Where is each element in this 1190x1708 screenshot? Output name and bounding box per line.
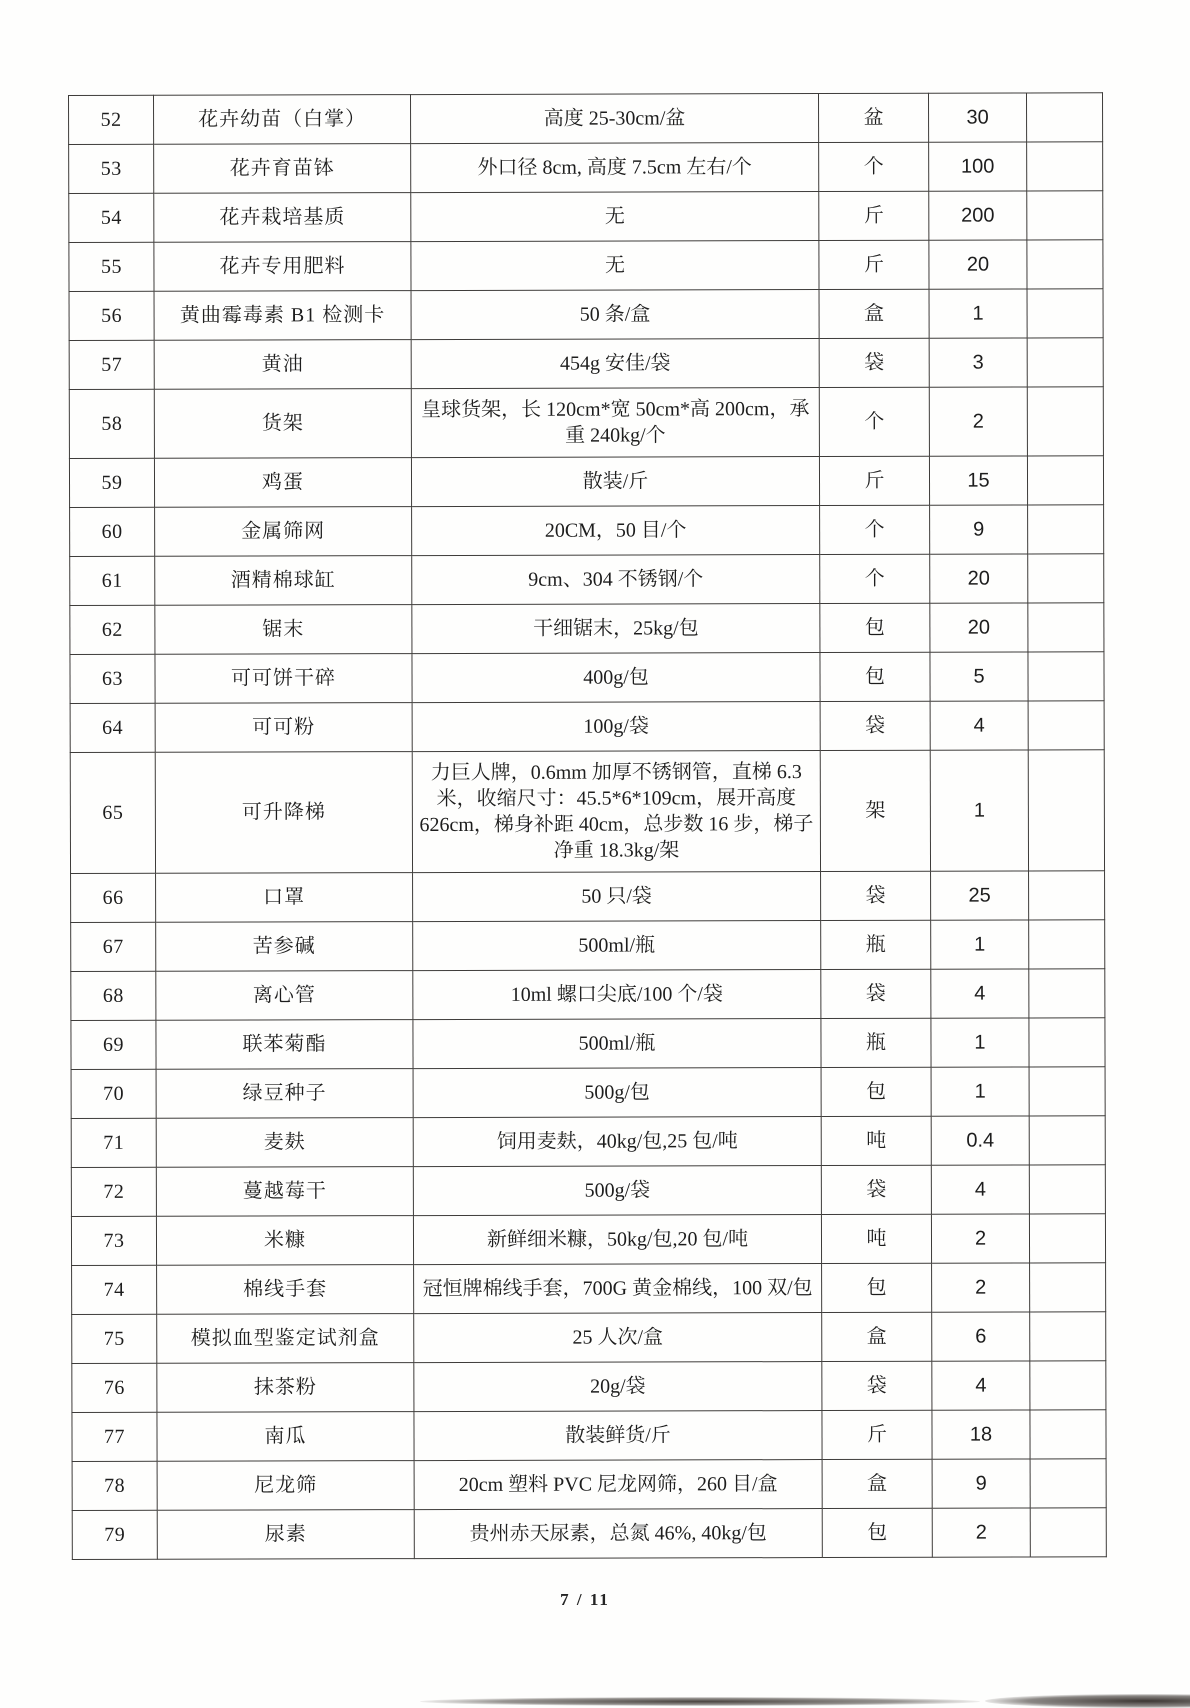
qty-cell: 5 xyxy=(930,652,1028,701)
empty-cell xyxy=(1028,701,1104,750)
empty-cell xyxy=(1027,142,1103,191)
empty-cell xyxy=(1029,969,1105,1018)
item-name-cell: 黄曲霉毒素 B1 检测卡 xyxy=(154,291,411,341)
table-row xyxy=(72,1410,1106,1462)
item-name-cell: 鸡蛋 xyxy=(154,458,411,508)
unit-cell: 吨 xyxy=(821,1116,931,1165)
qty-cell: 2 xyxy=(931,1214,1029,1263)
row-index-cell: 64 xyxy=(70,703,155,752)
item-name-cell: 可可粉 xyxy=(155,703,412,753)
row-index-cell: 54 xyxy=(69,193,154,242)
unit-cell: 个 xyxy=(819,387,929,456)
qty-cell: 25 xyxy=(931,871,1029,920)
table-row xyxy=(69,191,1103,243)
item-name-cell: 离心管 xyxy=(156,971,413,1021)
unit-cell: 袋 xyxy=(821,871,931,920)
unit-cell: 斤 xyxy=(819,240,929,289)
empty-cell xyxy=(1028,505,1104,554)
qty-cell: 18 xyxy=(932,1410,1030,1459)
item-name-cell: 米糠 xyxy=(156,1216,413,1266)
table-row xyxy=(69,142,1103,194)
unit-cell: 袋 xyxy=(822,1361,932,1410)
table-row xyxy=(69,387,1103,459)
table-row xyxy=(71,920,1105,972)
qty-cell: 6 xyxy=(932,1312,1030,1361)
unit-cell: 个 xyxy=(820,505,930,554)
row-index-cell: 75 xyxy=(72,1314,157,1363)
item-name-cell: 黄油 xyxy=(154,340,411,390)
table-row xyxy=(70,652,1104,704)
item-name-cell: 酒精棉球缸 xyxy=(155,556,412,606)
empty-cell xyxy=(1027,289,1103,338)
item-name-cell: 尼龙筛 xyxy=(157,1461,414,1511)
table-row xyxy=(72,1361,1106,1413)
row-index-cell: 56 xyxy=(69,291,154,340)
spec-cell: 50 只/袋 xyxy=(413,872,821,922)
unit-cell: 包 xyxy=(820,652,930,701)
row-index-cell: 57 xyxy=(69,340,154,389)
item-name-cell: 蔓越莓干 xyxy=(156,1167,413,1217)
item-name-cell: 花卉栽培基质 xyxy=(154,193,411,243)
row-index-cell: 63 xyxy=(70,654,155,703)
item-name-cell: 绿豆种子 xyxy=(156,1069,413,1119)
spec-cell: 20cm 塑料 PVC 尼龙网筛，260 目/盒 xyxy=(414,1460,822,1510)
spec-cell: 皇球货架，长 120cm*宽 50cm*高 200cm，承重 240kg/个 xyxy=(411,388,819,458)
spec-cell: 饲用麦麸，40kg/包,25 包/吨 xyxy=(413,1117,821,1167)
qty-cell: 1 xyxy=(931,920,1029,969)
row-index-cell: 65 xyxy=(70,752,155,873)
empty-cell xyxy=(1028,554,1104,603)
item-name-cell: 花卉幼苗（白掌） xyxy=(154,95,411,145)
empty-cell xyxy=(1030,1312,1106,1361)
row-index-cell: 78 xyxy=(72,1461,157,1510)
row-index-cell: 71 xyxy=(71,1118,156,1167)
row-index-cell: 59 xyxy=(69,458,154,507)
empty-cell xyxy=(1028,750,1104,871)
spec-cell: 干细锯末，25kg/包 xyxy=(412,604,820,654)
spec-cell: 500g/包 xyxy=(413,1068,821,1118)
spec-cell: 20CM，50 目/个 xyxy=(412,506,820,556)
row-index-cell: 53 xyxy=(69,144,154,193)
item-name-cell: 棉线手套 xyxy=(157,1265,414,1315)
spec-cell: 新鲜细米糠，50kg/包,20 包/吨 xyxy=(413,1215,821,1265)
empty-cell xyxy=(1027,387,1103,456)
table-row xyxy=(71,871,1105,923)
item-name-cell: 南瓜 xyxy=(157,1412,414,1462)
empty-cell xyxy=(1030,1263,1106,1312)
row-index-cell: 70 xyxy=(71,1069,156,1118)
unit-cell: 个 xyxy=(819,142,929,191)
row-index-cell: 67 xyxy=(71,922,156,971)
row-index-cell: 55 xyxy=(69,242,154,291)
table-row xyxy=(72,1459,1106,1511)
table-row xyxy=(72,1508,1106,1560)
row-index-cell: 62 xyxy=(70,605,155,654)
item-name-cell: 抹茶粉 xyxy=(157,1363,414,1413)
table-row xyxy=(72,1263,1106,1315)
empty-cell xyxy=(1029,1214,1105,1263)
unit-cell: 瓶 xyxy=(821,1018,931,1067)
spec-cell: 9cm、304 不锈钢/个 xyxy=(412,555,820,605)
qty-cell: 2 xyxy=(932,1263,1030,1312)
spec-cell: 散装鲜货/斤 xyxy=(414,1411,822,1461)
item-name-cell: 可升降梯 xyxy=(155,752,412,874)
page-number: 7 / 11 xyxy=(560,1590,610,1609)
qty-cell: 1 xyxy=(929,289,1027,338)
table-row xyxy=(69,93,1103,145)
table-row xyxy=(70,603,1104,655)
qty-cell: 30 xyxy=(928,93,1026,142)
spec-cell: 25 人次/盒 xyxy=(414,1313,822,1363)
qty-cell: 15 xyxy=(929,456,1027,505)
qty-cell: 0.4 xyxy=(931,1116,1029,1165)
empty-cell xyxy=(1030,1361,1106,1410)
qty-cell: 100 xyxy=(929,142,1027,191)
unit-cell: 袋 xyxy=(820,701,930,750)
row-index-cell: 74 xyxy=(72,1265,157,1314)
unit-cell: 包 xyxy=(822,1508,932,1557)
table-row xyxy=(71,1067,1105,1119)
qty-cell: 1 xyxy=(931,1067,1029,1116)
qty-cell: 4 xyxy=(930,701,1028,750)
item-name-cell: 尿素 xyxy=(157,1510,414,1560)
qty-cell: 2 xyxy=(932,1508,1030,1557)
empty-cell xyxy=(1029,871,1105,920)
spec-cell: 10ml 螺口尖底/100 个/袋 xyxy=(413,970,821,1020)
table-row xyxy=(69,240,1103,292)
row-index-cell: 68 xyxy=(71,971,156,1020)
unit-cell: 个 xyxy=(820,554,930,603)
unit-cell: 包 xyxy=(822,1263,932,1312)
spec-cell: 外口径 8cm, 高度 7.5cm 左右/个 xyxy=(411,143,819,193)
scan-shadow-artifact xyxy=(985,1694,1190,1708)
item-name-cell: 模拟血型鉴定试剂盒 xyxy=(157,1314,414,1364)
spec-cell: 高度 25-30cm/盆 xyxy=(411,94,819,144)
empty-cell xyxy=(1028,603,1104,652)
table-row xyxy=(70,554,1104,606)
unit-cell: 袋 xyxy=(821,1165,931,1214)
table-row xyxy=(71,1018,1105,1070)
table-row xyxy=(69,456,1103,508)
unit-cell: 斤 xyxy=(819,191,929,240)
empty-cell xyxy=(1030,1410,1106,1459)
unit-cell: 瓶 xyxy=(821,920,931,969)
item-name-cell: 联苯菊酯 xyxy=(156,1020,413,1070)
unit-cell: 盒 xyxy=(819,289,929,338)
item-name-cell: 金属筛网 xyxy=(155,507,412,557)
row-index-cell: 72 xyxy=(71,1167,156,1216)
spec-cell: 冠恒牌棉线手套，700G 黄金棉线，100 双/包 xyxy=(414,1264,822,1314)
qty-cell: 20 xyxy=(930,554,1028,603)
row-index-cell: 66 xyxy=(71,873,156,922)
unit-cell: 包 xyxy=(821,1067,931,1116)
supply-list-table xyxy=(68,92,1107,1560)
table-row xyxy=(72,1312,1106,1364)
row-index-cell: 69 xyxy=(71,1020,156,1069)
empty-cell xyxy=(1029,920,1105,969)
spec-cell: 无 xyxy=(411,241,819,291)
table-row xyxy=(70,701,1104,753)
spec-cell: 贵州赤天尿素，总氮 46%, 40kg/包 xyxy=(414,1509,822,1559)
spec-cell: 500ml/瓶 xyxy=(413,921,821,971)
empty-cell xyxy=(1029,1067,1105,1116)
unit-cell: 架 xyxy=(820,750,930,871)
item-name-cell: 可可饼干碎 xyxy=(155,654,412,704)
unit-cell: 盒 xyxy=(822,1312,932,1361)
spec-cell: 无 xyxy=(411,192,819,242)
spec-cell: 500g/袋 xyxy=(413,1166,821,1216)
table-row xyxy=(69,289,1103,341)
unit-cell: 盒 xyxy=(822,1459,932,1508)
unit-cell: 袋 xyxy=(819,338,929,387)
row-index-cell: 52 xyxy=(69,95,154,144)
spec-cell: 力巨人牌，0.6mm 加厚不锈钢管，直梯 6.3 米，收缩尺寸：45.5*6*109cm，展开高度 626cm，梯身补距 40cm，总步数 16 步，梯子净重 18.3kg/架 xyxy=(412,751,820,873)
qty-cell: 1 xyxy=(931,1018,1029,1067)
row-index-cell: 79 xyxy=(72,1510,157,1559)
row-index-cell: 73 xyxy=(71,1216,156,1265)
empty-cell xyxy=(1029,1165,1105,1214)
spec-cell: 20g/袋 xyxy=(414,1362,822,1412)
qty-cell: 4 xyxy=(931,1165,1029,1214)
qty-cell: 3 xyxy=(929,338,1027,387)
empty-cell xyxy=(1026,93,1102,142)
qty-cell: 4 xyxy=(932,1361,1030,1410)
item-name-cell: 花卉育苗钵 xyxy=(154,144,411,194)
qty-cell: 200 xyxy=(929,191,1027,240)
unit-cell: 包 xyxy=(820,603,930,652)
unit-cell: 盆 xyxy=(818,93,928,142)
table-row xyxy=(70,750,1104,874)
item-name-cell: 货架 xyxy=(154,389,411,459)
row-index-cell: 61 xyxy=(70,556,155,605)
qty-cell: 4 xyxy=(931,969,1029,1018)
empty-cell xyxy=(1030,1459,1106,1508)
empty-cell xyxy=(1029,1116,1105,1165)
empty-cell xyxy=(1029,1018,1105,1067)
spec-cell: 500ml/瓶 xyxy=(413,1019,821,1069)
spec-cell: 400g/包 xyxy=(412,653,820,703)
qty-cell: 9 xyxy=(930,505,1028,554)
table-row xyxy=(71,1116,1105,1168)
qty-cell: 20 xyxy=(929,240,1027,289)
qty-cell: 9 xyxy=(932,1459,1030,1508)
unit-cell: 袋 xyxy=(821,969,931,1018)
empty-cell xyxy=(1027,240,1103,289)
spec-cell: 454g 安佳/袋 xyxy=(411,339,819,389)
row-index-cell: 60 xyxy=(70,507,155,556)
qty-cell: 2 xyxy=(929,387,1027,456)
table-row xyxy=(71,1214,1105,1266)
table-row xyxy=(70,505,1104,557)
unit-cell: 斤 xyxy=(819,456,929,505)
spec-cell: 散装/斤 xyxy=(411,457,819,507)
empty-cell xyxy=(1030,1508,1106,1557)
empty-cell xyxy=(1027,456,1103,505)
empty-cell xyxy=(1027,338,1103,387)
row-index-cell: 76 xyxy=(72,1363,157,1412)
row-index-cell: 58 xyxy=(69,389,154,458)
empty-cell xyxy=(1028,652,1104,701)
unit-cell: 吨 xyxy=(821,1214,931,1263)
qty-cell: 20 xyxy=(930,603,1028,652)
item-name-cell: 花卉专用肥料 xyxy=(154,242,411,292)
scan-shadow-artifact xyxy=(420,1697,980,1706)
item-name-cell: 麦麸 xyxy=(156,1118,413,1168)
item-name-cell: 口罩 xyxy=(156,873,413,923)
table-row xyxy=(69,338,1103,390)
table-row xyxy=(71,1165,1105,1217)
qty-cell: 1 xyxy=(930,750,1028,871)
item-name-cell: 锯末 xyxy=(155,605,412,655)
unit-cell: 斤 xyxy=(822,1410,932,1459)
item-name-cell: 苦参碱 xyxy=(156,922,413,972)
empty-cell xyxy=(1027,191,1103,240)
table-row xyxy=(71,969,1105,1021)
row-index-cell: 77 xyxy=(72,1412,157,1461)
spec-cell: 50 条/盒 xyxy=(411,290,819,340)
spec-cell: 100g/袋 xyxy=(412,702,820,752)
